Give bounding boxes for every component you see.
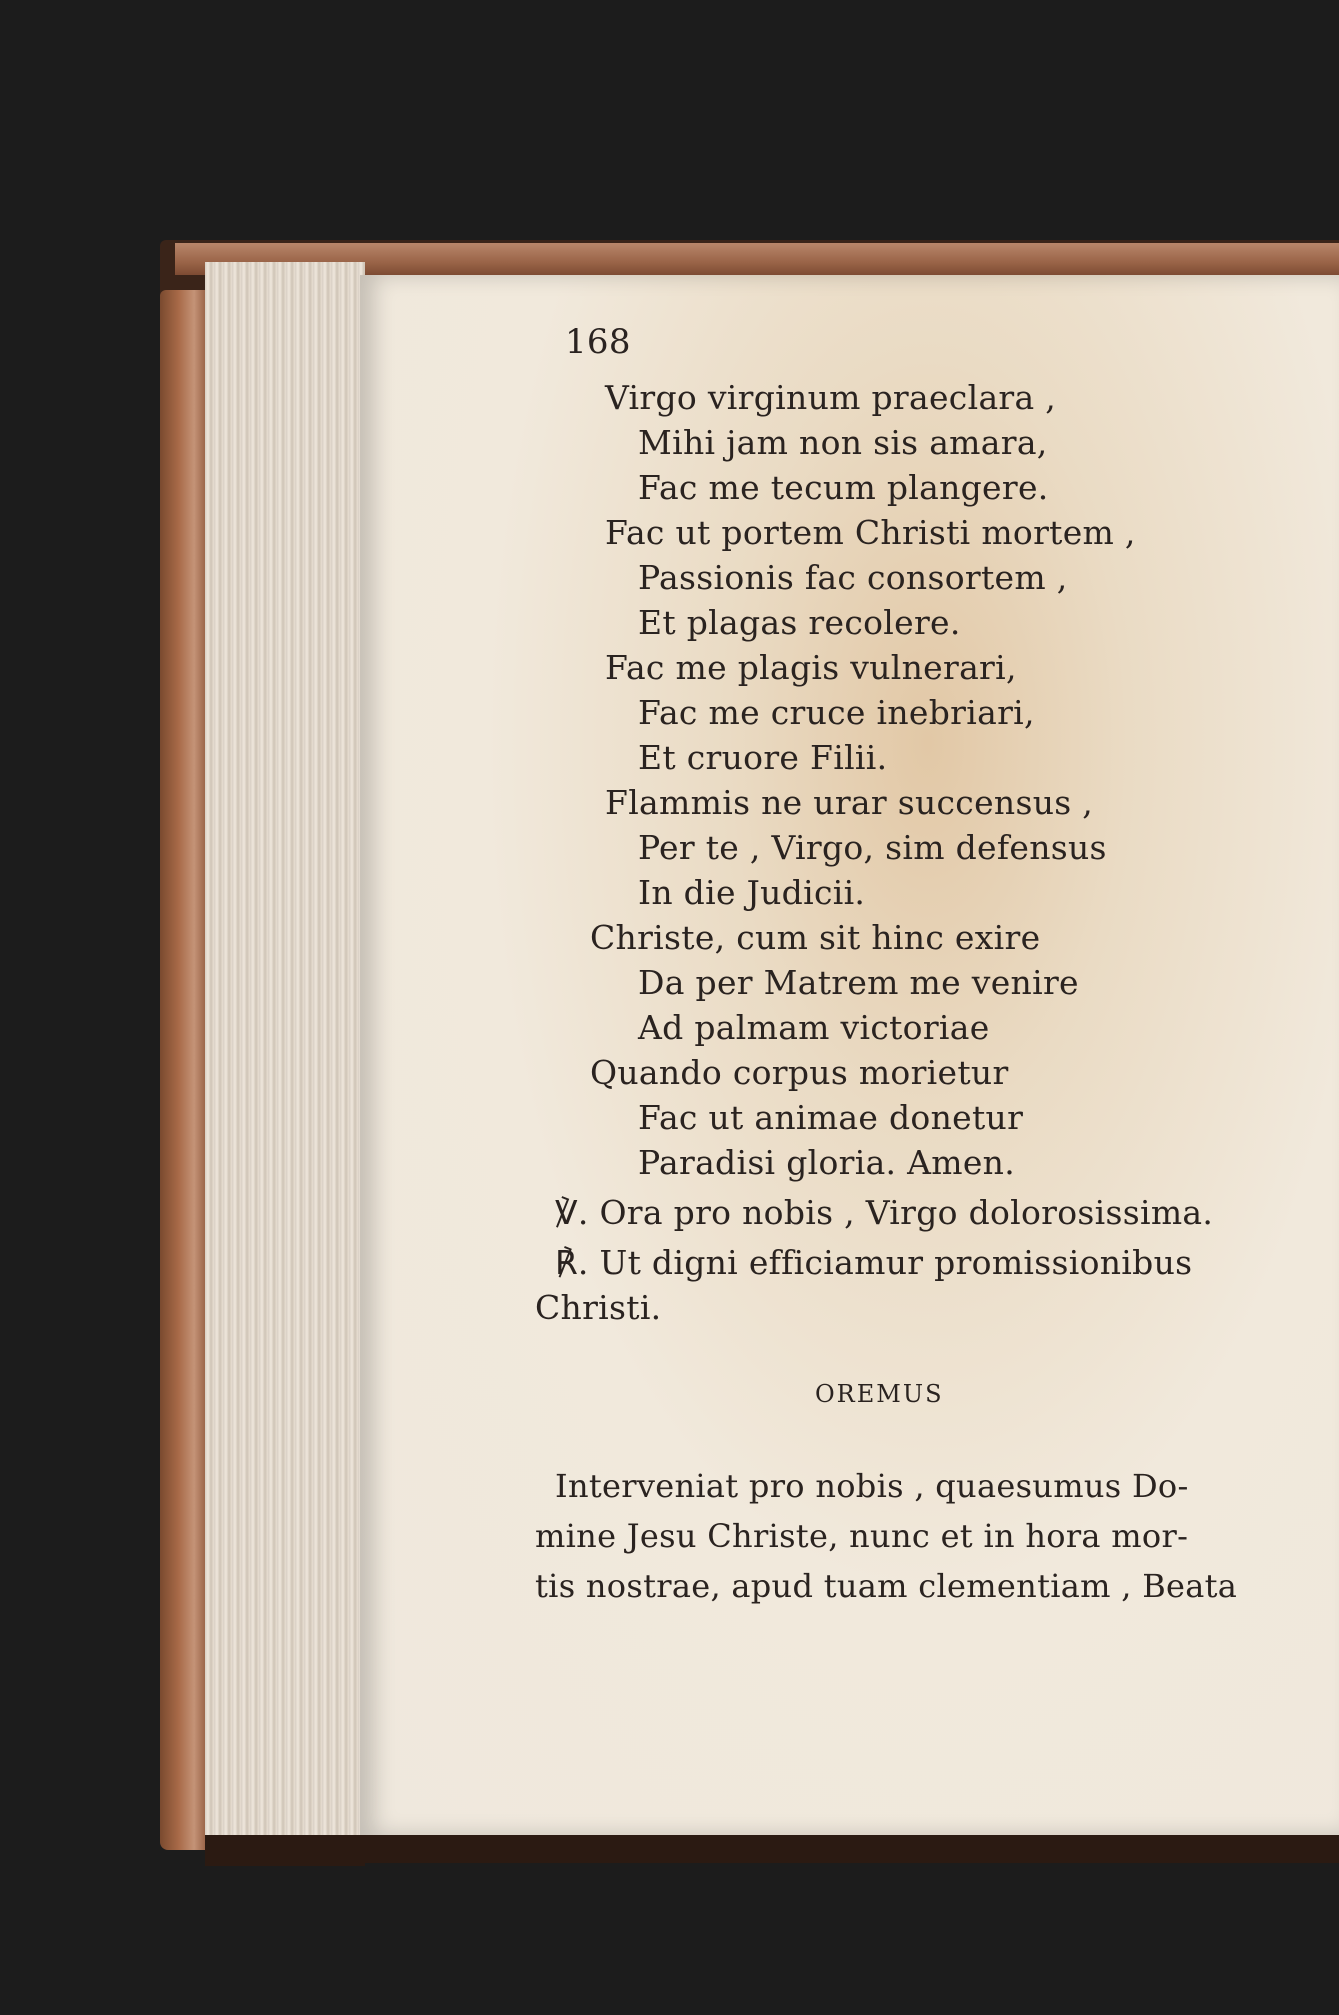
prayer-line: Interveniat pro nobis , quaesumus Do- [555, 1467, 1189, 1505]
prayer-line: tis nostrae, apud tuam clementiam , Beata [535, 1567, 1238, 1605]
verse-line: Christe, cum sit hinc exire [590, 918, 1041, 957]
page-number: 168 [565, 322, 631, 362]
verse-line: Paradisi gloria. Amen. [638, 1143, 1016, 1182]
verse-line: Et cruore Filii. [638, 738, 888, 777]
verse-line: Fac me tecum plangere. [638, 468, 1049, 507]
verse-line: In die Judicii. [638, 873, 866, 912]
versicle: ℣. Ora pro nobis , Virgo dolorosissima. [555, 1193, 1214, 1232]
verse-line: Da per Matrem me venire [638, 963, 1079, 1002]
verse-line: Fac me plagis vulnerari, [605, 648, 1017, 687]
page-edges [205, 262, 365, 1866]
verse-line: Fac me cruce inebriari, [638, 693, 1035, 732]
verse-line: Passionis fac consortem , [638, 558, 1068, 597]
verse-line: Fac ut animae donetur [638, 1098, 1024, 1137]
verse-line: Virgo virginum praeclara , [605, 378, 1057, 417]
section-heading: OREMUS [815, 1380, 944, 1408]
verse-line: Mihi jam non sis amara, [638, 423, 1048, 462]
book-bottom-edge [205, 1835, 1339, 1863]
verse-line: Et plagas recolere. [638, 603, 961, 642]
verse-line: Fac ut portem Christi mortem , [605, 513, 1136, 552]
verse-line: Per te , Virgo, sim defensus [638, 828, 1107, 867]
response-continuation: Christi. [535, 1288, 662, 1327]
prayer-line: mine Jesu Christe, nunc et in hora mor- [535, 1517, 1189, 1555]
verse-line: Flammis ne urar succensus , [605, 783, 1094, 822]
verse-line: Ad palmam victoriae [638, 1008, 990, 1047]
response: ℟. Ut digni efficiamur promissionibus [555, 1243, 1193, 1282]
verse-line: Quando corpus morietur [590, 1053, 1009, 1092]
